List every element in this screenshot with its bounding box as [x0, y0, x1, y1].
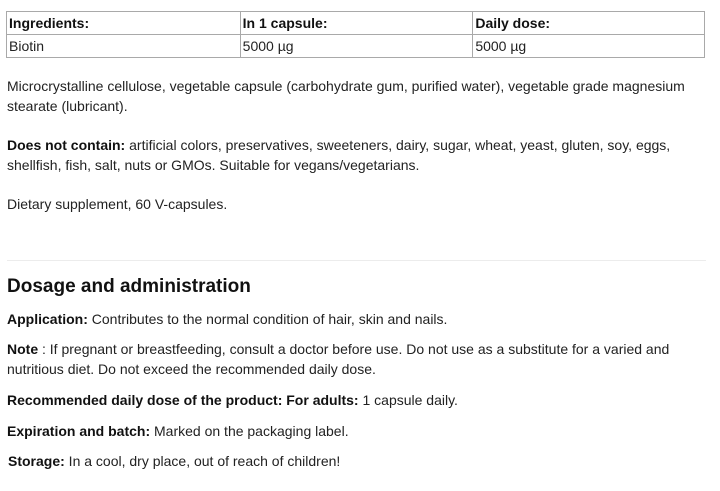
does-not-contain-paragraph: [7, 135, 707, 175]
recommended-dose-text: 1 capsule daily.: [358, 392, 458, 408]
header-in-1-capsule: In 1 capsule:: [240, 12, 473, 35]
recommended-dose-paragraph: [7, 390, 707, 410]
dosage-section-title: Dosage and administration: [7, 276, 251, 297]
expiration-paragraph: [7, 421, 707, 441]
section-divider: [7, 260, 706, 261]
note-text: : If pregnant or breastfeeding, consult a doctor before use. Do not use as a substitute for a varied and nutritious diet. Do not exceed the recommended daily dose.: [7, 341, 670, 377]
header-ingredients: Ingredients:: [7, 12, 241, 35]
expiration-label: Expiration and batch:: [7, 423, 151, 439]
does-not-contain-text: artificial colors, preservatives, sweeteners, dairy, sugar, wheat, yeast, gluten, soy, eggs, shellfish, fish, salt, nuts or GMOs. Suitable for vegans/vegetarians.: [7, 137, 671, 173]
cell-daily-dose: 5000 µg: [473, 35, 705, 58]
note-label: Note: [7, 341, 39, 357]
application-paragraph: [7, 309, 707, 329]
table-header-row: [7, 12, 705, 35]
does-not-contain-label: Does not contain:: [7, 137, 126, 153]
expiration-text: Marked on the packaging label.: [150, 423, 349, 439]
recommended-dose-label: Recommended daily dose of the product: For adults:: [7, 392, 359, 408]
table-row: [7, 35, 705, 58]
storage-paragraph: [8, 451, 708, 471]
other-ingredients-text: Microcrystalline cellulose, vegetable capsule (carbohydrate gum, purified water), vegetable grade magnesium stearate (lubricant).: [7, 78, 685, 114]
cell-amount-per-capsule: 5000 µg: [240, 35, 473, 58]
application-text: Contributes to the normal condition of hair, skin and nails.: [87, 311, 448, 327]
header-daily-dose: Daily dose:: [473, 12, 705, 35]
note-paragraph: [7, 339, 707, 379]
product-type-text: Dietary supplement, 60 V-capsules.: [7, 196, 228, 212]
storage-text: In a cool, dry place, out of reach of children!: [64, 453, 341, 469]
ingredients-table: [6, 11, 705, 58]
storage-label: Storage:: [8, 453, 65, 469]
application-label: Application:: [7, 311, 88, 327]
cell-ingredient-name: Biotin: [7, 35, 241, 58]
